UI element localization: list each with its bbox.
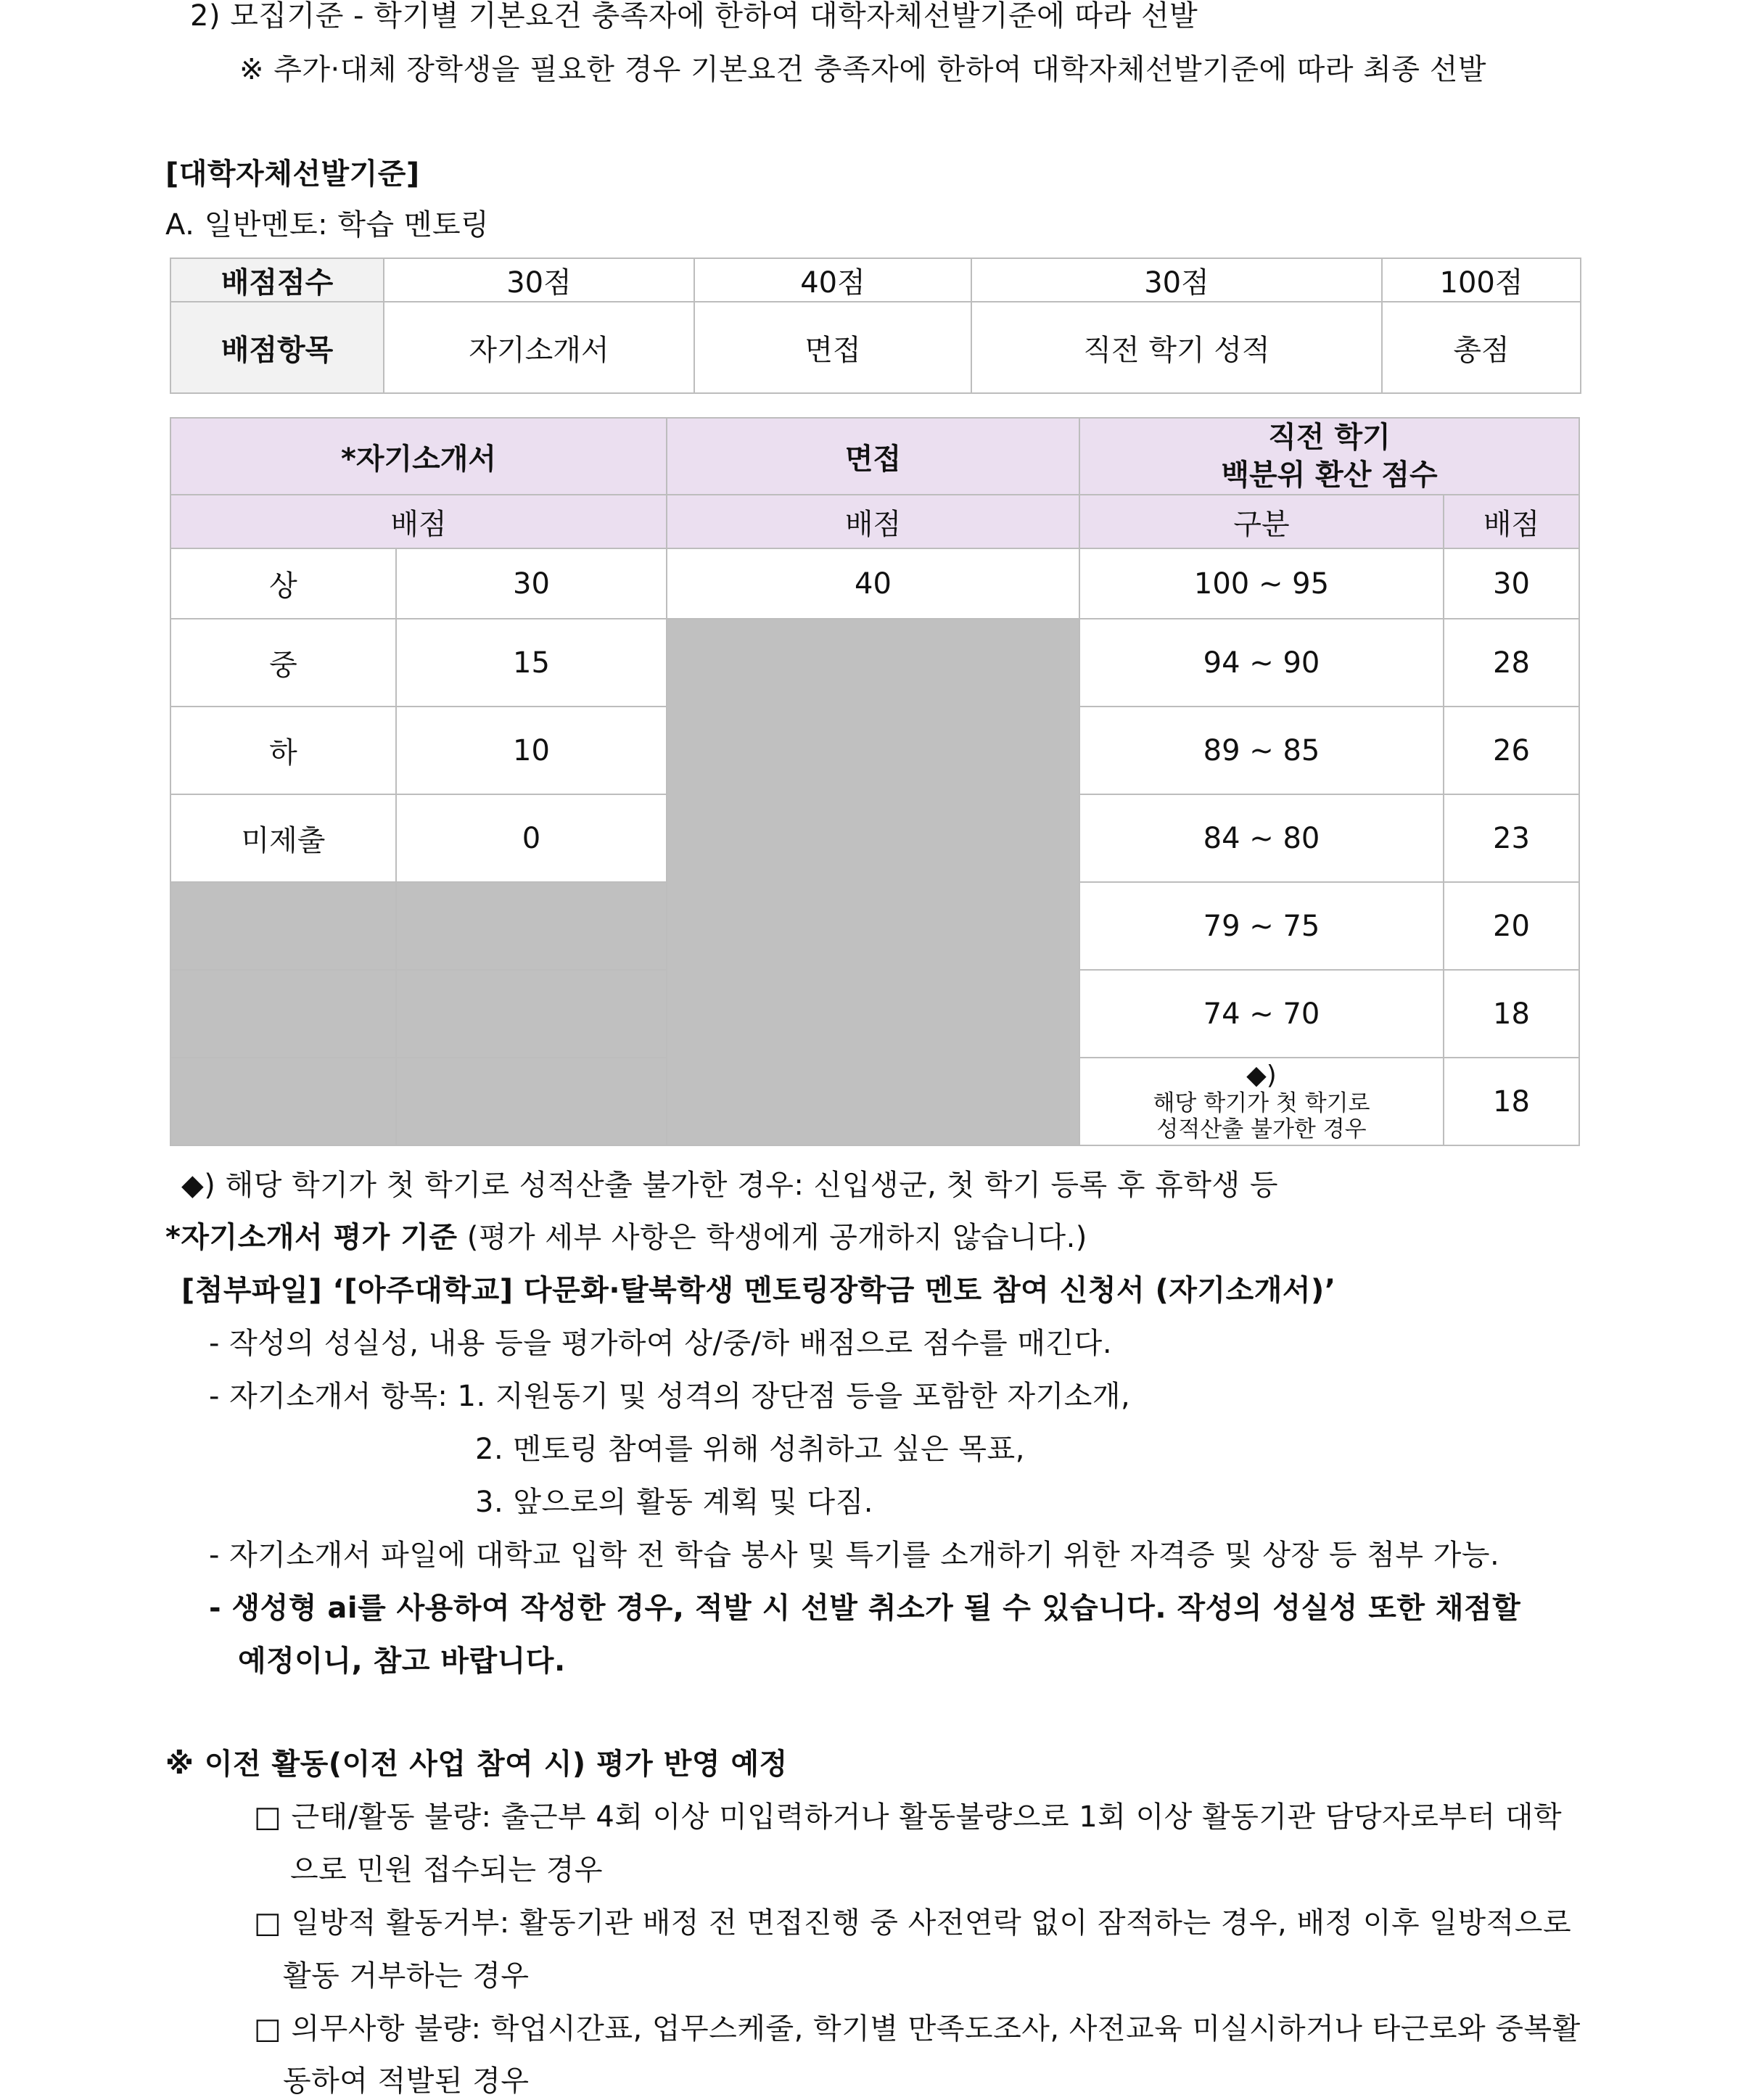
recruit-criteria-line: 2) 모집기준 - 학기별 기본요건 충족자에 한하여 대학자체선발기준에 따라 선발 xyxy=(190,0,1198,33)
subheader-grade-score: 배점 xyxy=(1444,495,1579,548)
ai-warning-line-1: - 생성형 ai를 사용하여 작성한 경우, 적발 시 선발 취소가 될 수 있습니다. 작성의 성실성 또한 채점할 xyxy=(209,1592,1521,1625)
prior-item-1-line-2: 으로 민원 접수되는 경우 xyxy=(290,1853,604,1887)
prior-item-2-line-1: □ 일방적 활동거부: 활동기관 배정 전 면접진행 중 사전연락 없이 잠적하는 경우, 배정 이후 일방적으로 xyxy=(254,1906,1572,1940)
item-grade: 직전 학기 성적 xyxy=(971,302,1382,393)
eval-criteria-title xyxy=(165,1219,1087,1256)
score-grade: 30점 xyxy=(971,258,1382,302)
section-subheading: A. 일반멘토: 학습 멘토링 xyxy=(165,208,490,242)
header-self-intro: *자기소개서 xyxy=(170,418,667,495)
grade-range-cell: 100 ~ 95 xyxy=(1079,548,1444,619)
item-interview: 면접 xyxy=(694,302,971,393)
grade-score-cell: 23 xyxy=(1444,794,1579,882)
grade-range-cell: 89 ~ 85 xyxy=(1079,707,1444,794)
header-grade-line1: 직전 학기 xyxy=(1268,421,1391,454)
special-case-line1: 해당 학기가 첫 학기로 xyxy=(1153,1090,1370,1116)
special-case-score: 18 xyxy=(1444,1058,1579,1145)
grade-score-cell: 20 xyxy=(1444,882,1579,970)
attachment-note: [첨부파일] ‘[아주대학교] 다문화·탈북학생 멘토링장학금 멘토 참여 신청서 (자기소개서)’ xyxy=(181,1274,1336,1307)
score-allocation-table xyxy=(170,258,1581,394)
self-empty-cell xyxy=(396,970,667,1058)
self-grade-label: 상 xyxy=(170,548,396,619)
grade-range-cell: 79 ~ 75 xyxy=(1079,882,1444,970)
grade-score-cell: 26 xyxy=(1444,707,1579,794)
score-self-intro: 30점 xyxy=(384,258,694,302)
ai-warning-line-2: 예정이니, 참고 바랍니다. xyxy=(238,1644,566,1678)
item-self-intro: 자기소개서 xyxy=(384,302,694,393)
prior-item-1-line-1: □ 근태/활동 불량: 출근부 4회 이상 미입력하거나 활동불량으로 1회 이상 활동기관 담당자로부터 대학 xyxy=(254,1800,1563,1834)
self-grade-label: 중 xyxy=(170,619,396,707)
self-grade-score: 10 xyxy=(396,707,667,794)
special-case-line2: 성적산출 불가한 경우 xyxy=(1156,1116,1367,1142)
prior-item-3-line-2: 동하여 적발된 경우 xyxy=(283,2064,530,2098)
grade-range-cell: 84 ~ 80 xyxy=(1079,794,1444,882)
score-interview: 40점 xyxy=(694,258,971,302)
self-empty-cell xyxy=(170,970,396,1058)
self-grade-label: 미제출 xyxy=(170,794,396,882)
self-empty-cell xyxy=(396,1058,667,1145)
prior-item-3-line-1: □ 의무사항 불량: 학업시간표, 업무스케줄, 학기별 만족도조사, 사전교육 미실시하거나 타근로와 중복활 xyxy=(254,2012,1581,2046)
interview-score-cell: 40 xyxy=(667,548,1079,619)
eval-bullet-2-item-2: 2. 멘토링 참여를 위해 성취하고 싶은 목표, xyxy=(475,1433,1025,1466)
subheader-self-score: 배점 xyxy=(170,495,667,548)
prior-activity-title: ※ 이전 활동(이전 사업 참여 시) 평가 반영 예정 xyxy=(165,1747,788,1781)
diamond-mark: ◆) xyxy=(1246,1060,1277,1090)
grade-score-cell: 30 xyxy=(1444,548,1579,619)
eval-bullet-3: - 자기소개서 파일에 대학교 입학 전 학습 봉사 및 특기를 소개하기 위한 자격증 및 상장 등 첨부 가능. xyxy=(209,1539,1500,1572)
self-grade-label: 하 xyxy=(170,707,396,794)
grade-range-cell: 94 ~ 90 xyxy=(1079,619,1444,707)
additional-selection-note: ※ 추가·대체 장학생을 필요한 경우 기본요건 충족자에 한하여 대학자체선발기준에 따라 최종 선발 xyxy=(239,53,1487,86)
interview-empty-cell xyxy=(667,619,1079,1145)
header-interview: 면접 xyxy=(667,418,1079,495)
section-heading: [대학자체선발기준] xyxy=(165,157,420,191)
eval-criteria-paren: (평가 세부 사항은 학생에게 공개하지 않습니다.) xyxy=(457,1221,1087,1254)
header-grade xyxy=(1079,418,1579,495)
subheader-range: 구분 xyxy=(1079,495,1444,548)
special-case-cell xyxy=(1079,1058,1444,1145)
score-total: 100점 xyxy=(1382,258,1581,302)
grade-score-cell: 18 xyxy=(1444,970,1579,1058)
prior-item-2-line-2: 활동 거부하는 경우 xyxy=(283,1959,530,1993)
self-empty-cell xyxy=(170,1058,396,1145)
self-empty-cell xyxy=(170,882,396,970)
self-grade-score: 15 xyxy=(396,619,667,707)
score-row-header: 배점점수 xyxy=(170,258,384,302)
diamond-footnote: ◆) 해당 학기가 첫 학기로 성적산출 불가한 경우: 신입생군, 첫 학기 등록 후 휴학생 등 xyxy=(181,1169,1279,1202)
self-grade-score: 30 xyxy=(396,548,667,619)
subheader-interview-score: 배점 xyxy=(667,495,1079,548)
self-grade-score: 0 xyxy=(396,794,667,882)
eval-bullet-1: - 작성의 성실성, 내용 등을 평가하여 상/중/하 배점으로 점수를 매긴다. xyxy=(209,1327,1113,1360)
selection-criteria-table xyxy=(170,417,1580,1146)
grade-range-cell: 74 ~ 70 xyxy=(1079,970,1444,1058)
self-empty-cell xyxy=(396,882,667,970)
grade-score-cell: 28 xyxy=(1444,619,1579,707)
item-row-header: 배점항목 xyxy=(170,302,384,393)
item-total: 총점 xyxy=(1382,302,1581,393)
eval-bullet-2-item-3: 3. 앞으로의 활동 계획 및 다짐. xyxy=(475,1486,873,1519)
eval-bullet-2: - 자기소개서 항목: 1. 지원동기 및 성격의 장단점 등을 포함한 자기소개, xyxy=(209,1380,1131,1413)
eval-criteria-label: *자기소개서 평가 기준 xyxy=(165,1221,458,1254)
header-grade-line2: 백분위 환산 점수 xyxy=(1221,458,1438,492)
